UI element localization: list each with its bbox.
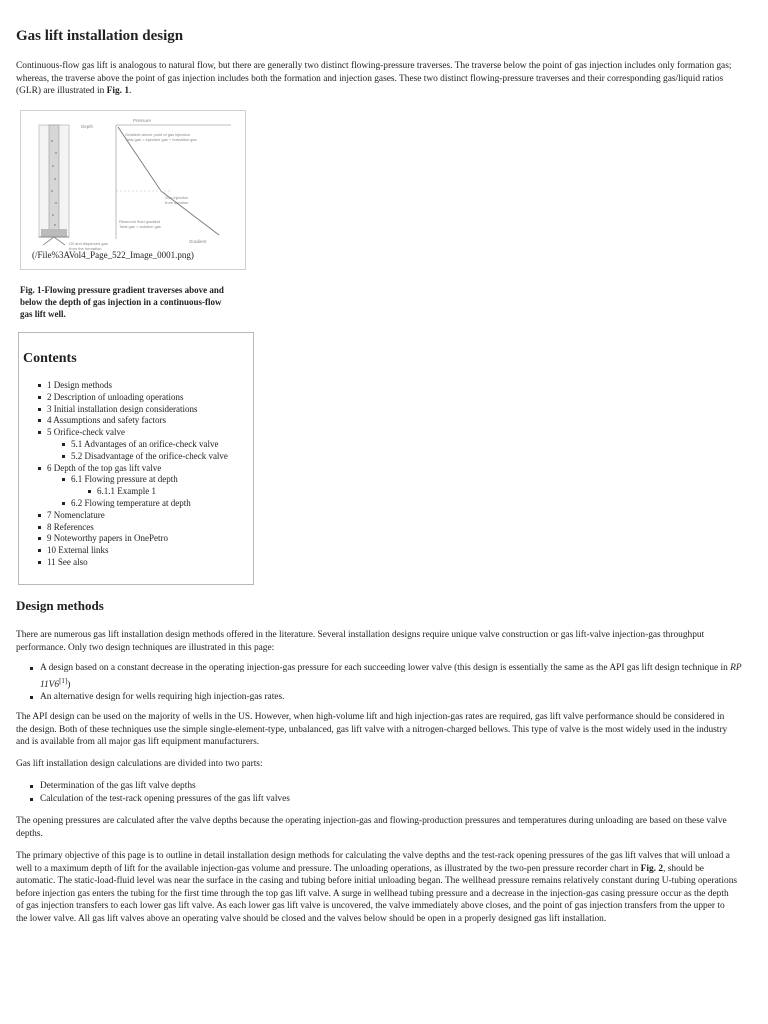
toc-sublist bbox=[47, 474, 228, 509]
toc-subsublist bbox=[71, 486, 228, 498]
toc-subitem bbox=[71, 474, 228, 498]
toc-item[interactable]: 3 Initial installation design considerations bbox=[47, 404, 228, 416]
label-solution-gas: Total gas = solution gas bbox=[119, 224, 161, 229]
toc-item-label[interactable]: 5 Orifice-check valve bbox=[47, 427, 125, 438]
toc-subitem[interactable]: 6.2 Flowing temperature at depth bbox=[71, 498, 228, 510]
fig1-reference: Fig. 1 bbox=[106, 86, 130, 97]
figure-1-caption: Fig. 1-Flowing pressure gradient traverses above and below the depth of gas injection in a continuous-flow gas lift well. bbox=[20, 285, 224, 319]
label-gas-injection: Gas injection bbox=[165, 195, 189, 200]
toc-item[interactable]: 8 References bbox=[47, 522, 228, 534]
design-techniques-list bbox=[16, 662, 752, 704]
pressure-traverse-diagram bbox=[21, 111, 245, 269]
toc-item[interactable]: 4 Assumptions and safety factors bbox=[47, 415, 228, 427]
toc-item bbox=[47, 427, 228, 462]
page-title: Gas lift installation design bbox=[16, 28, 184, 44]
toc-subsubitem[interactable]: 6.1.1 Example 1 bbox=[97, 486, 228, 498]
label-depth: Depth bbox=[81, 124, 94, 129]
figure-1-file-link[interactable]: (/File%3AVol4_Page_522_Image_0001.png) bbox=[32, 250, 194, 260]
toc-subitem[interactable]: 5.2 Disadvantage of the orifice-check valve bbox=[71, 450, 228, 461]
label-oil-gas: Oil and dispersed gas bbox=[69, 241, 108, 246]
figure-1-image[interactable] bbox=[20, 110, 246, 270]
list-item: Calculation of the test-rack opening pressures of the gas lift valves bbox=[40, 793, 752, 806]
intro-paragraph: Continuous-flow gas lift is analogous to natural flow, but there are generally two distinct flowing-pressure traverses. The traverse below the point of gas injection includes only formation gas; whereas, the traverse above the point of gas injection includes both the formation and injection gases. These two distinct flowing-pressure traverses and their corresponding gas/liquid ratios (GLR) are illustrated in Fig. 1. bbox=[16, 61, 732, 97]
toc-item[interactable]: 9 Noteworthy papers in OnePetro bbox=[47, 533, 228, 545]
label-pressure: Pressure bbox=[133, 118, 152, 123]
section-heading-design-methods: Design methods bbox=[16, 598, 104, 613]
reference-1-link[interactable]: [1] bbox=[59, 676, 68, 685]
toc-item[interactable]: 10 External links bbox=[47, 545, 228, 557]
toc-item[interactable]: 11 See also bbox=[47, 557, 228, 569]
packer bbox=[41, 229, 67, 237]
design-methods-paragraph-2: The API design can be used on the majority of wells in the US. However, when high-volume lift and high injection-gas rates are required, gas lift valve performance should be considered in the design. Both of these techniques use the simple single-element-type, unbalanced, gas lift valve with a nitrogen-charged bellows. This type of valve is the most widely used in the industry and is available from all major gas lift equipment manufacturers. bbox=[16, 712, 728, 748]
toc-item[interactable]: 2 Description of unloading operations bbox=[47, 392, 228, 404]
calculation-parts-list bbox=[16, 780, 752, 805]
toc-item-label[interactable]: 6 Depth of the top gas lift valve bbox=[47, 462, 162, 473]
intro-text: Continuous-flow gas lift is analogous to natural flow, but there are generally two distinct flowing-pressure traverses. The traverse below the point of gas injection includes only formation gas; whereas, the traverse above the point of gas injection includes both the formation and injection gases. These two distinct flowing-pressure traverses and their corresponding gas/liquid ratios (GLR) are illustrated in bbox=[16, 61, 732, 97]
toc-item[interactable]: 7 Nomenclature bbox=[47, 510, 228, 522]
label-from-annulus: from annulus bbox=[165, 200, 189, 205]
list-item: Determination of the gas lift valve depths bbox=[40, 780, 752, 793]
list-item: A design based on a constant decrease in the operating injection-gas pressure for each succeeding lower valve (this design is essentially the same as the API gas lift design technique in RP 11V6[1]) bbox=[40, 662, 752, 691]
label-gradient: Gradient bbox=[189, 239, 207, 244]
toc-item[interactable]: 1 Design methods bbox=[47, 380, 228, 392]
fig2-reference: Fig. 2 bbox=[640, 863, 664, 874]
design-methods-paragraph-4: The opening pressures are calculated after the valve depths because the operating injection-gas and flowing-production pressures and temperatures during unloading are based on these valve depths. bbox=[16, 816, 727, 839]
label-total-gas-above: Total gas = injection gas + formation gas bbox=[125, 137, 197, 142]
toc-subitem[interactable]: 5.1 Advantages of an orifice-check valve bbox=[71, 439, 228, 451]
toc-subitem-label[interactable]: 6.1 Flowing pressure at depth bbox=[71, 474, 178, 485]
rp-11v6-link[interactable]: RP 11V6 bbox=[40, 663, 742, 690]
toc-sublist bbox=[47, 439, 228, 463]
toc-heading: Contents bbox=[23, 351, 77, 366]
label-from-formation: from the formation bbox=[69, 246, 102, 251]
toc-list bbox=[19, 380, 228, 569]
design-methods-paragraph-3: Gas lift installation design calculations are divided into two parts: bbox=[16, 759, 263, 769]
list-item: An alternative design for wells requiring high injection-gas rates. bbox=[40, 691, 752, 704]
toc-item bbox=[47, 463, 228, 510]
table-of-contents bbox=[18, 332, 254, 585]
label-gradient-above: Gradient above point of gas injection bbox=[125, 132, 190, 137]
label-reservoir-gradient: Reservoir fluid gradient bbox=[119, 219, 161, 224]
design-methods-paragraph-1: There are numerous gas lift installation design methods offered in the literature. Several installation designs require unique valve construction or gas lift-valve injection-gas throughput performance. Only two design techniques are illustrated in this page: bbox=[16, 630, 705, 653]
design-methods-paragraph-5: The primary objective of this page is to outline in detail installation design methods for calculating the valve depths and the test-rack opening pressures of the gas lift valves that will unload a well to a maximum depth of lift for the available injection-gas volume and pressure. The unloading operations, as illustrated by the two-pen pressure recorder chart in Fig. 2, should be automatic. The static-load-fluid level was near the surface in the casing and tubing before initial unloading began. The wellhead pressure remains relatively constant during U-tubing operations before injection gas enters the tubing for the first time through the top gas lift valve. A surge in wellhead tubing pressure and a decrease in the injection-gas casing pressure occur as the depth of gas injection transfers to each lower gas lift valve. As each lower gas lift valve is uncovered, the valve immediately above closes, and the point of gas injection transfers from the upper to the lower valve. All gas lift valves above an operating valve should be closed and the valves below should be open in a properly designed gas lift installation. bbox=[16, 851, 738, 924]
